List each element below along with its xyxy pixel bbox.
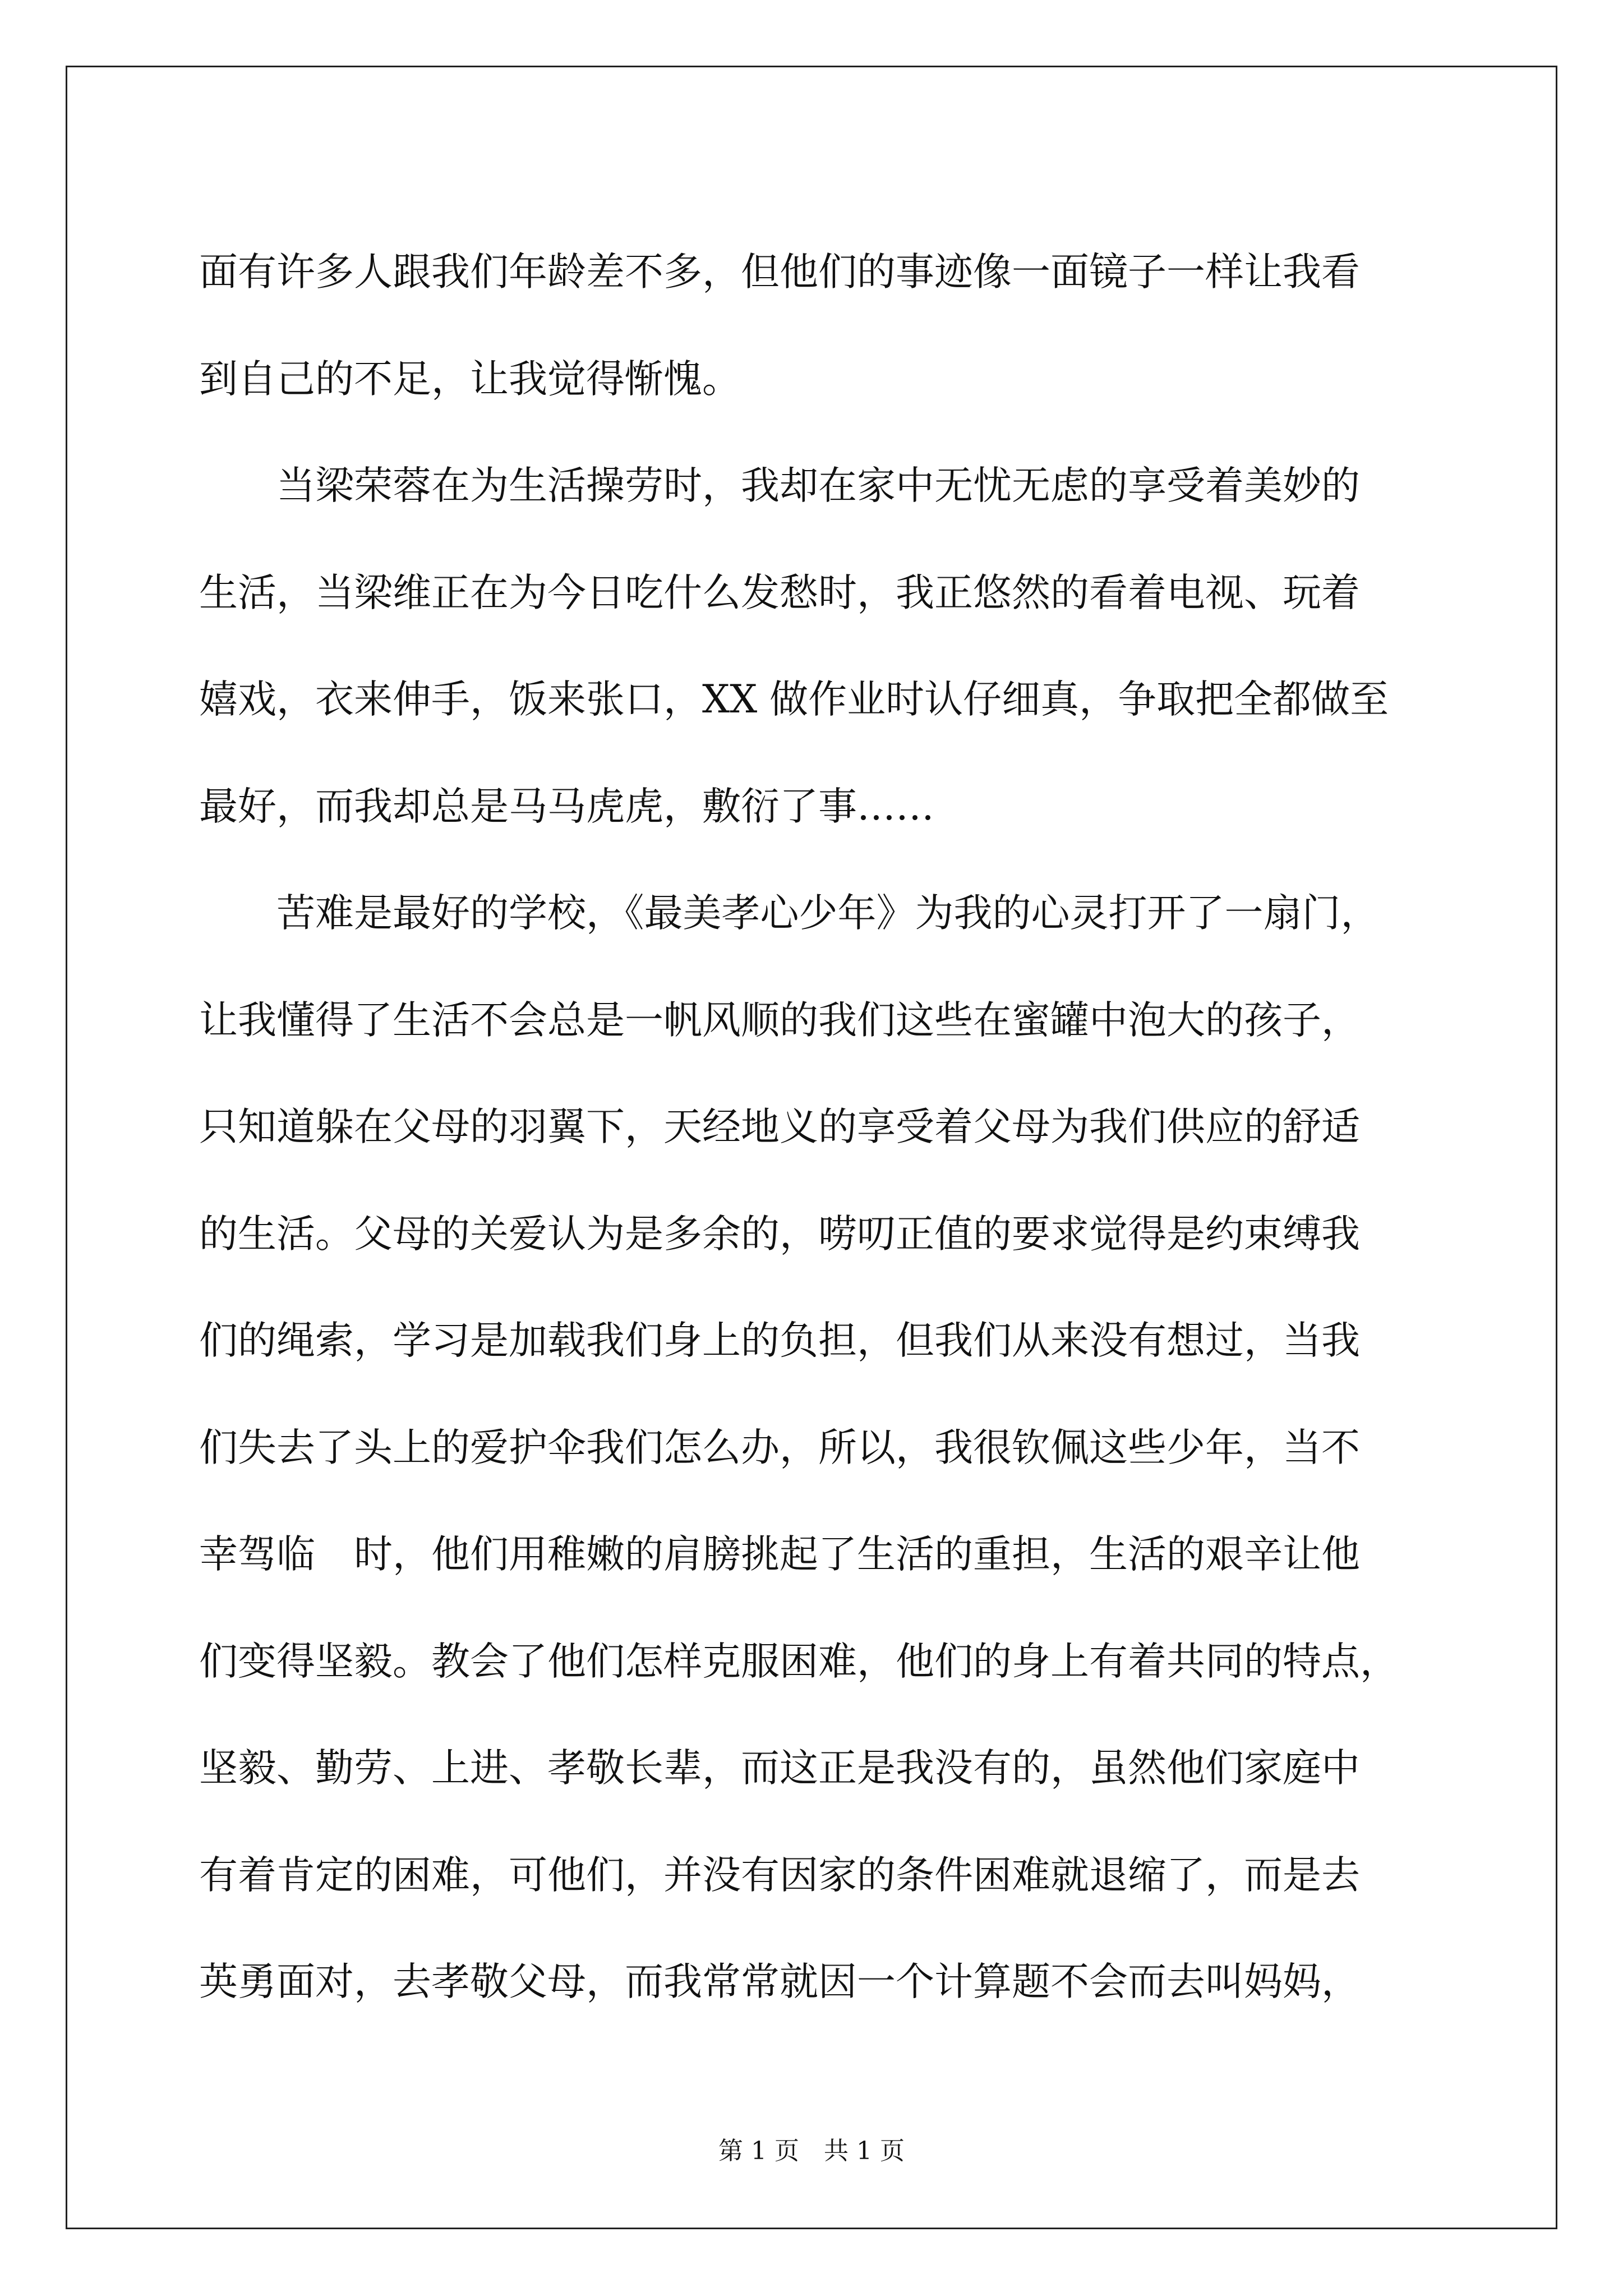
text-line: 的生活。父母的关爱认为是多余的，唠叨正值的要求觉得是约束缚我 bbox=[199, 1211, 1360, 1257]
text-line: 英勇面对，去孝敬父母，而我常常就因一个计算题不会而去叫妈妈， bbox=[199, 1959, 1360, 2004]
text-line: 让我懂得了生活不会总是一帆风顺的我们这些在蜜罐中泡大的孩子， bbox=[199, 997, 1360, 1043]
text-line: 们变得坚毅。教会了他们怎样克服困难，他们的身上有着共同的特点， bbox=[199, 1639, 1399, 1684]
text-line: 们的绳索，学习是加载我们身上的负担，但我们从来没有想过，当我 bbox=[199, 1318, 1360, 1363]
text-line: 到自己的不足，让我觉得惭愧。 bbox=[199, 356, 741, 402]
text-line: 有着肯定的困难，可他们，并没有因家的条件困难就退缩了，而是去 bbox=[199, 1852, 1360, 1898]
body-text bbox=[199, 219, 1450, 2036]
page-footer: 第 1 页 共 1 页 bbox=[718, 2137, 905, 2165]
text-line: 嬉戏，衣来伸手，饭来张口，XX 做作业时认仔细真，争取把全都做至 bbox=[199, 677, 1389, 722]
text-line: 幸驾临 时，他们用稚嫩的肩膀挑起了生活的重担，生活的艰辛让他 bbox=[199, 1532, 1360, 1577]
text-line: 只知道躲在父母的羽翼下，天经地义的享受着父母为我们供应的舒适 bbox=[199, 1105, 1360, 1149]
text-line: 坚毅、勤劳、上进、孝敬长辈，而这正是我没有的，虽然他们家庭中 bbox=[199, 1746, 1360, 1791]
text-line: 最好，而我却总是马马虎虎，敷衍了事…… bbox=[199, 784, 934, 829]
text-line: 面有许多人跟我们年龄差不多，但他们的事迹像一面镜子一样让我看 bbox=[199, 250, 1360, 295]
text-line: 当梁荣蓉在为生活操劳时，我却在家中无忧无虑的享受着美妙的 bbox=[199, 463, 1360, 508]
text-line: 生活，当梁维正在为今日吃什么发愁时，我正悠然的看着电视、玩着 bbox=[199, 570, 1360, 615]
text-line: 苦难是最好的学校，《最美孝心少年》为我的心灵打开了一扇门， bbox=[199, 891, 1380, 936]
text-line: 们失去了头上的爱护伞我们怎么办，所以，我很钦佩这些少年，当不 bbox=[199, 1425, 1360, 1470]
